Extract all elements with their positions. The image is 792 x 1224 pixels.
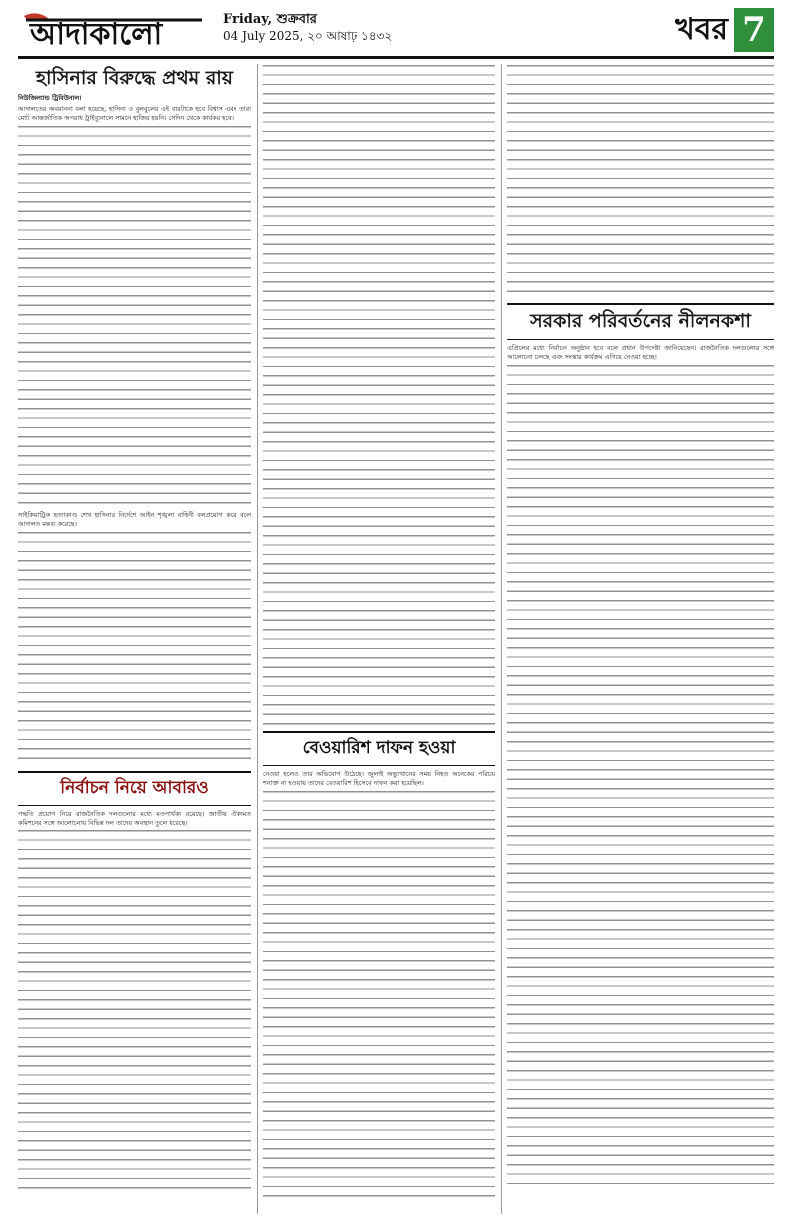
column-divider — [501, 64, 502, 1214]
article1-text-lines — [18, 532, 251, 765]
article4-paragraph: এপ্রিলের মধ্যে নির্বাচন অনুষ্ঠান হবে বলে প্রধান উপদেষ্টা জানিয়েছেন। রাজনৈতিক দলগুলোর সঙ্গে আলোচনা চলছে এবং সংস্কার কার্যক্রম এগিয়ে নেওয়া হচ্ছে। — [507, 344, 774, 362]
article4-text-lines — [507, 365, 774, 1185]
dateline-day: Friday, শুক্রবার — [223, 12, 317, 27]
page-number: 7 — [734, 8, 774, 52]
column-3 — [507, 64, 774, 1214]
article2-continued — [263, 65, 495, 725]
column-1 — [18, 64, 251, 1214]
newspaper-logo — [18, 8, 208, 52]
article3-body — [263, 770, 495, 1201]
article1-continued — [507, 65, 774, 297]
dateline-date: 04 July 2025, ২০ আষাঢ় ১৪৩২ — [223, 29, 393, 43]
article2-text-lines — [18, 830, 251, 1190]
article3-paragraph: নেওয়া হলেও তার অভিযোগ উঠেছে। জুলাই অভ্যুত্থানের সময় নিহত অনেকের পরিচয় শনাক্ত না হওয়ায় তাদের বেওয়ারিশ হিসেবে দাফন করা হয়েছিল। — [263, 770, 495, 788]
logo-text: আদাকালো — [30, 17, 163, 52]
article2-header — [18, 771, 251, 806]
headline-hasina-verdict: হাসিনার বিরুদ্ধে প্রথম রায় — [36, 67, 233, 89]
article4-header — [507, 303, 774, 340]
headline-blueprint-regime-change: সরকার পরিবর্তনের নীলনকশা — [530, 310, 751, 332]
article4-body — [507, 344, 774, 1185]
column-2 — [263, 64, 495, 1214]
article3-header — [263, 731, 495, 766]
headline-unclaimed-burial: বেওয়ারিশ দাফন হওয়া — [302, 738, 456, 758]
headline-election-again: নির্বাচন নিয়ে আবারও — [60, 777, 209, 798]
article1-text-lines — [18, 126, 251, 511]
column-divider — [257, 64, 258, 1214]
article1-paragraph: আদালতের অবমাননা বলা হয়েছে, হাসিনা ও বুলবুলের এই বারটাকে হবে বিশ্বাস এবং তারা মোট আন্তর্জাতিক অপরাধ ট্রাইব্যুনালে সামনে হাজির হয়নি। সেদিন থেকে কার্যকর হবে। — [18, 105, 251, 123]
article3-text-lines — [263, 791, 495, 1201]
masthead — [18, 8, 774, 54]
masthead-rule — [18, 56, 774, 59]
article1-byline: নিউজিল্যান্ড ট্রিবিউনাল। — [18, 94, 82, 102]
article1-body — [18, 105, 251, 765]
article1-text-lines — [507, 65, 774, 297]
dateline — [223, 12, 523, 44]
article2-text-lines — [263, 65, 495, 725]
section-title: খবর — [675, 12, 728, 47]
article2-paragraph: পদ্ধতি প্রয়োগ নিয়ে রাজনৈতিক দলগুলোর মধ্যে মতপার্থক্য রয়েছে। জাতীয় ঐক্যমত কমিশনের সঙ্গে আলোচনায় বিভিন্ন দল তাদের অবস্থান তুলে ধরেছে। — [18, 809, 251, 828]
article1-paragraph: সাইকিয়াট্রিক হত্যাকাণ্ড শেখ হাসিনার নির্দেশে আইন শৃঙ্খলা বাহিনী বলপ্রয়োগ করে বলে আদালত মন্তব্য করেছে। — [18, 510, 251, 529]
article2-body — [18, 810, 251, 1191]
